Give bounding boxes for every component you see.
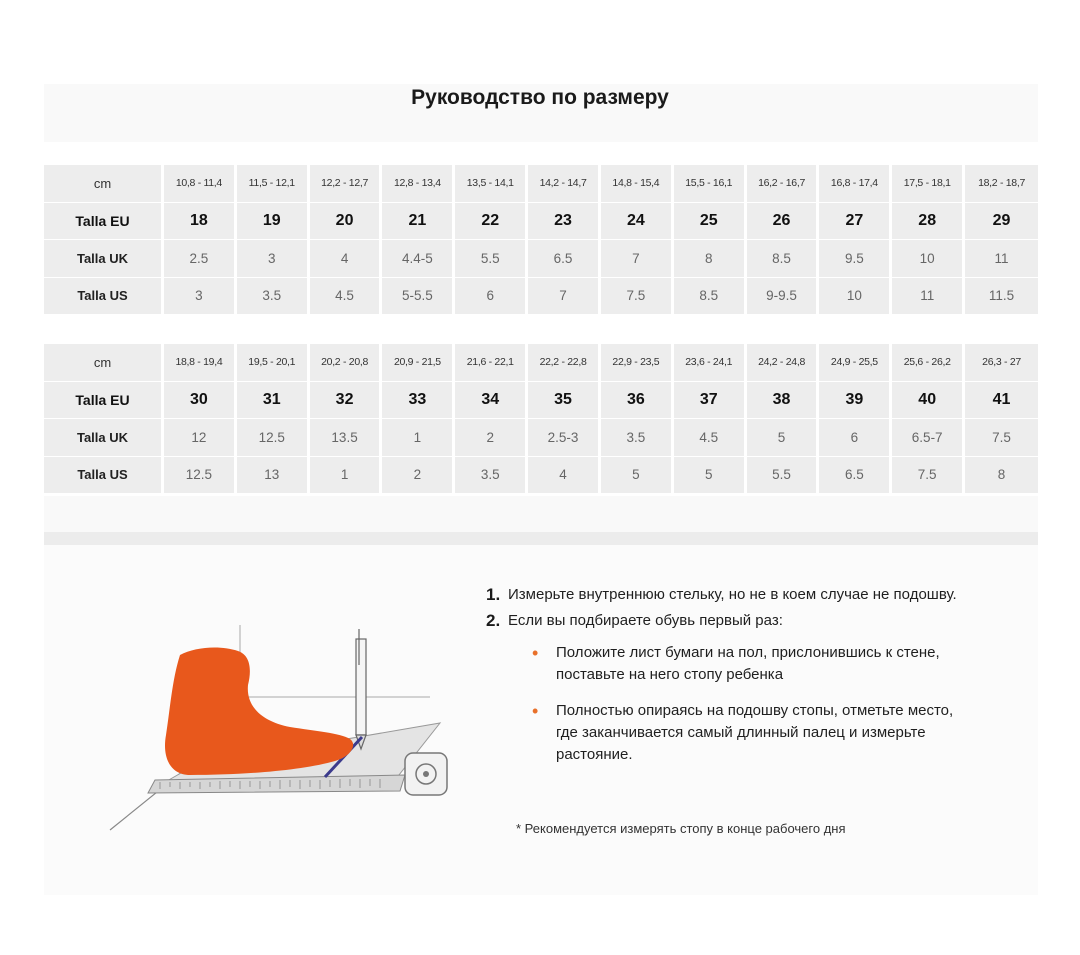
foot-measure-illustration xyxy=(100,625,460,835)
spacer-band xyxy=(44,496,1038,532)
size-table-1 xyxy=(44,165,1038,315)
table-row xyxy=(44,382,1038,420)
size-cell: 16,2 - 16,7 xyxy=(747,165,820,203)
size-cell: 2 xyxy=(382,457,455,495)
size-cell: 5 xyxy=(674,457,747,495)
size-cell: 4 xyxy=(310,240,383,278)
size-cell: 6 xyxy=(455,278,528,316)
size-cell: 5.5 xyxy=(747,457,820,495)
bullet-list xyxy=(532,642,976,766)
size-cell: 1 xyxy=(382,419,455,457)
size-cell: 13,5 - 14,1 xyxy=(455,165,528,203)
size-cell: 23,6 - 24,1 xyxy=(674,344,747,382)
size-cell: 7.5 xyxy=(965,419,1038,457)
size-cell: 31 xyxy=(237,382,310,420)
size-table-2 xyxy=(44,344,1038,494)
size-cell: 18,8 - 19,4 xyxy=(164,344,237,382)
row-label: Talla EU xyxy=(44,203,164,241)
size-cell: 24,9 - 25,5 xyxy=(819,344,892,382)
size-cell: 5.5 xyxy=(455,240,528,278)
size-cell: 23 xyxy=(528,203,601,241)
size-cell: 8 xyxy=(674,240,747,278)
size-cell: 24,2 - 24,8 xyxy=(747,344,820,382)
size-cell: 24 xyxy=(601,203,674,241)
size-cell: 20,9 - 21,5 xyxy=(382,344,455,382)
size-cell: 10,8 - 11,4 xyxy=(164,165,237,203)
size-cell: 3.5 xyxy=(601,419,674,457)
size-cell: 7.5 xyxy=(601,278,674,316)
size-cell: 6.5 xyxy=(819,457,892,495)
step-1-number: 1. xyxy=(486,585,501,604)
instructions xyxy=(486,584,976,780)
size-cell: 9-9.5 xyxy=(747,278,820,316)
pencil-icon xyxy=(356,629,366,749)
size-cell: 14,2 - 14,7 xyxy=(528,165,601,203)
size-cell: 6.5-7 xyxy=(892,419,965,457)
bullet-dot-icon: • xyxy=(532,643,539,663)
table-row xyxy=(44,203,1038,241)
step-1-text: Измерьте внутреннюю стельку, но не в коем случае не подошву. xyxy=(508,586,957,603)
size-cell: 8.5 xyxy=(747,240,820,278)
size-cell: 21 xyxy=(382,203,455,241)
size-cell: 5 xyxy=(601,457,674,495)
size-cell: 33 xyxy=(382,382,455,420)
size-cell: 8 xyxy=(965,457,1038,495)
row-label: Talla US xyxy=(44,457,164,495)
size-cell: 4.5 xyxy=(674,419,747,457)
size-cell: 7 xyxy=(528,278,601,316)
size-cell: 17,5 - 18,1 xyxy=(892,165,965,203)
tape-measure-icon xyxy=(405,753,447,795)
bullet-text: Полностью опираясь на подошву стопы, отметьте место, где заканчивается самый длинный палец и измерьте растояние. xyxy=(556,702,954,763)
size-cell: 13.5 xyxy=(310,419,383,457)
size-cell: 20,2 - 20,8 xyxy=(310,344,383,382)
size-cell: 19,5 - 20,1 xyxy=(237,344,310,382)
size-cell: 2.5-3 xyxy=(528,419,601,457)
step-2-number: 2. xyxy=(486,611,501,630)
size-cell: 12 xyxy=(164,419,237,457)
size-cell: 3.5 xyxy=(237,278,310,316)
size-cell: 1 xyxy=(310,457,383,495)
size-cell: 29 xyxy=(965,203,1038,241)
size-cell: 11.5 xyxy=(965,278,1038,316)
table-row xyxy=(44,240,1038,278)
size-cell: 3 xyxy=(164,278,237,316)
table-row xyxy=(44,419,1038,457)
size-cell: 12,8 - 13,4 xyxy=(382,165,455,203)
table-row xyxy=(44,165,1038,203)
size-cell: 4.4-5 xyxy=(382,240,455,278)
size-cell: 13 xyxy=(237,457,310,495)
size-cell: 7.5 xyxy=(892,457,965,495)
table-row xyxy=(44,457,1038,495)
size-cell: 9.5 xyxy=(819,240,892,278)
size-cell: 18 xyxy=(164,203,237,241)
size-cell: 6 xyxy=(819,419,892,457)
size-cell: 11 xyxy=(965,240,1038,278)
size-cell: 20 xyxy=(310,203,383,241)
size-cell: 37 xyxy=(674,382,747,420)
size-cell: 2 xyxy=(455,419,528,457)
row-label: cm xyxy=(44,344,164,382)
size-cell: 28 xyxy=(892,203,965,241)
size-cell: 25 xyxy=(674,203,747,241)
size-cell: 10 xyxy=(892,240,965,278)
size-cell: 11,5 - 12,1 xyxy=(237,165,310,203)
size-cell: 12.5 xyxy=(164,457,237,495)
size-cell: 2.5 xyxy=(164,240,237,278)
row-label: cm xyxy=(44,165,164,203)
size-cell: 35 xyxy=(528,382,601,420)
footnote: * Рекомендуется измерять стопу в конце рабочего дня xyxy=(516,821,846,836)
size-cell: 41 xyxy=(965,382,1038,420)
size-cell: 12,2 - 12,7 xyxy=(310,165,383,203)
step-2-text: Если вы подбираете обувь первый раз: xyxy=(508,612,783,629)
size-cell: 22 xyxy=(455,203,528,241)
size-cell: 16,8 - 17,4 xyxy=(819,165,892,203)
table-row xyxy=(44,278,1038,316)
row-label: Talla UK xyxy=(44,419,164,457)
size-cell: 4 xyxy=(528,457,601,495)
size-cell: 18,2 - 18,7 xyxy=(965,165,1038,203)
size-cell: 34 xyxy=(455,382,528,420)
size-cell: 22,2 - 22,8 xyxy=(528,344,601,382)
size-cell: 30 xyxy=(164,382,237,420)
size-cell: 27 xyxy=(819,203,892,241)
size-cell: 39 xyxy=(819,382,892,420)
size-cell: 14,8 - 15,4 xyxy=(601,165,674,203)
size-cell: 5-5.5 xyxy=(382,278,455,316)
bullet-item xyxy=(532,700,976,766)
size-cell: 32 xyxy=(310,382,383,420)
step-2 xyxy=(486,610,976,632)
size-cell: 25,6 - 26,2 xyxy=(892,344,965,382)
foot-icon xyxy=(165,648,353,775)
size-cell: 6.5 xyxy=(528,240,601,278)
step-1 xyxy=(486,584,976,606)
size-cell: 3 xyxy=(237,240,310,278)
size-cell: 26,3 - 27 xyxy=(965,344,1038,382)
row-label: Talla UK xyxy=(44,240,164,278)
size-cell: 40 xyxy=(892,382,965,420)
table-row xyxy=(44,344,1038,382)
size-cell: 11 xyxy=(892,278,965,316)
size-cell: 3.5 xyxy=(455,457,528,495)
row-label: Talla EU xyxy=(44,382,164,420)
size-cell: 10 xyxy=(819,278,892,316)
bullet-text: Положите лист бумаги на пол, прислонившись к стене, поставьте на него стопу ребенка xyxy=(556,644,940,683)
page-title: Руководство по размеру xyxy=(411,86,669,109)
row-label: Talla US xyxy=(44,278,164,316)
size-cell: 15,5 - 16,1 xyxy=(674,165,747,203)
size-cell: 4.5 xyxy=(310,278,383,316)
bullet-dot-icon: • xyxy=(532,701,539,721)
size-cell: 38 xyxy=(747,382,820,420)
size-cell: 7 xyxy=(601,240,674,278)
size-cell: 36 xyxy=(601,382,674,420)
size-cell: 19 xyxy=(237,203,310,241)
bullet-item xyxy=(532,642,976,686)
divider-bar xyxy=(44,532,1038,545)
size-cell: 12.5 xyxy=(237,419,310,457)
size-cell: 5 xyxy=(747,419,820,457)
size-cell: 21,6 - 22,1 xyxy=(455,344,528,382)
size-cell: 8.5 xyxy=(674,278,747,316)
size-cell: 26 xyxy=(747,203,820,241)
size-cell: 22,9 - 23,5 xyxy=(601,344,674,382)
